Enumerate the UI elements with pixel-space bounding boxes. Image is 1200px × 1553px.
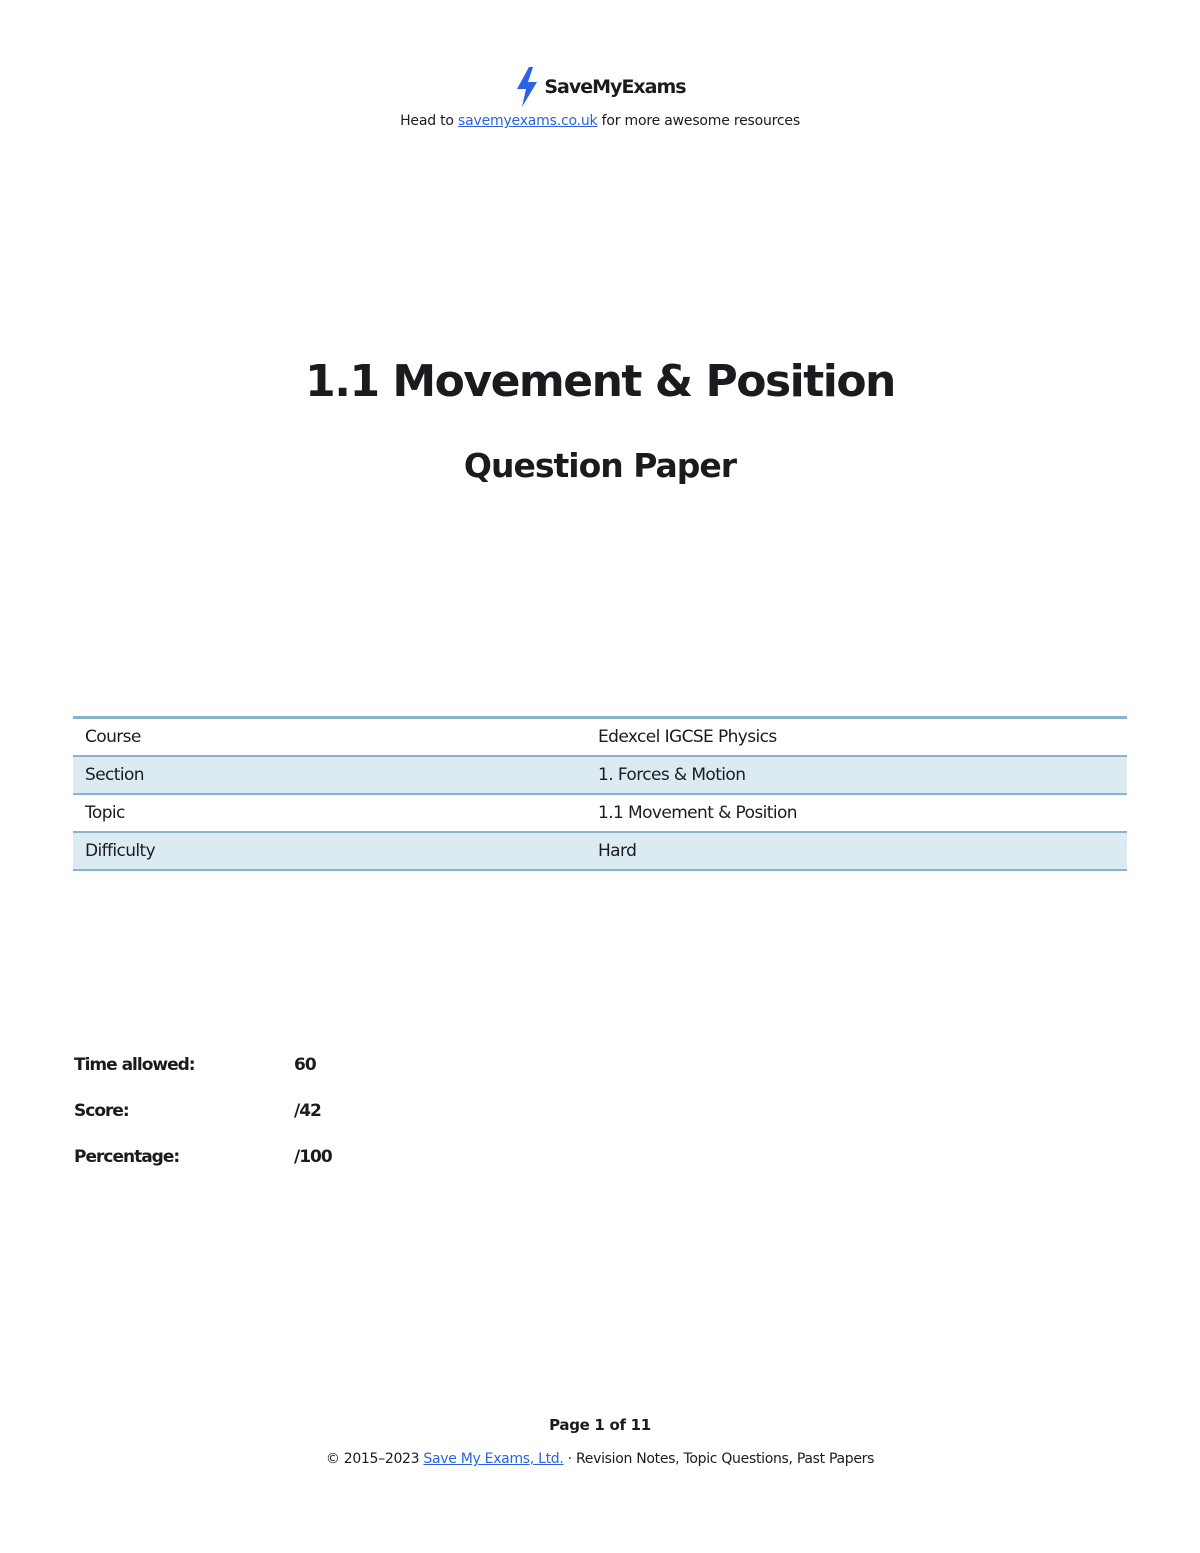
info-table (73, 716, 1127, 871)
stat-label: Score: (74, 1101, 129, 1121)
document-title: 1.1 Movement & Position (305, 356, 895, 407)
info-value: 1. Forces & Motion (598, 765, 746, 785)
site-link[interactable]: savemyexams.co.uk (458, 113, 598, 129)
stat-label: Time allowed: (74, 1055, 195, 1075)
info-value: 1.1 Movement & Position (598, 803, 797, 823)
lightning-bolt-icon (514, 67, 540, 107)
page-footer (0, 1451, 1200, 1467)
info-value: Hard (598, 841, 637, 861)
info-key: Section (85, 765, 144, 785)
info-key: Topic (85, 803, 125, 823)
info-row-course (73, 719, 1127, 757)
info-value: Edexcel IGCSE Physics (598, 727, 777, 747)
info-row-topic (73, 795, 1127, 833)
info-row-difficulty (73, 833, 1127, 871)
tagline (0, 113, 1200, 129)
brand-name: SaveMyExams (544, 76, 686, 98)
stat-value: /100 (294, 1147, 332, 1167)
stat-time-allowed (74, 1055, 332, 1101)
stat-label: Percentage: (74, 1147, 180, 1167)
brand-logo[interactable] (514, 66, 685, 108)
exam-stats (74, 1055, 332, 1193)
stat-score (74, 1101, 332, 1147)
info-key: Course (85, 727, 141, 747)
stat-value: /42 (294, 1101, 321, 1121)
info-row-section (73, 757, 1127, 795)
company-link[interactable]: Save My Exams, Ltd. (423, 1451, 564, 1467)
copyright-prefix: © 2015–2023 (325, 1451, 424, 1467)
copyright-suffix: · Revision Notes, Topic Questions, Past Papers (563, 1451, 875, 1467)
tagline-prefix: Head to (400, 113, 459, 129)
tagline-suffix: for more awesome resources (597, 113, 800, 129)
page-number: Page 1 of 11 (549, 1416, 651, 1434)
page-header (0, 66, 1200, 129)
stat-percentage (74, 1147, 332, 1193)
info-key: Difficulty (85, 841, 156, 861)
document-subtitle: Question Paper (463, 446, 737, 485)
stat-value: 60 (294, 1055, 316, 1075)
